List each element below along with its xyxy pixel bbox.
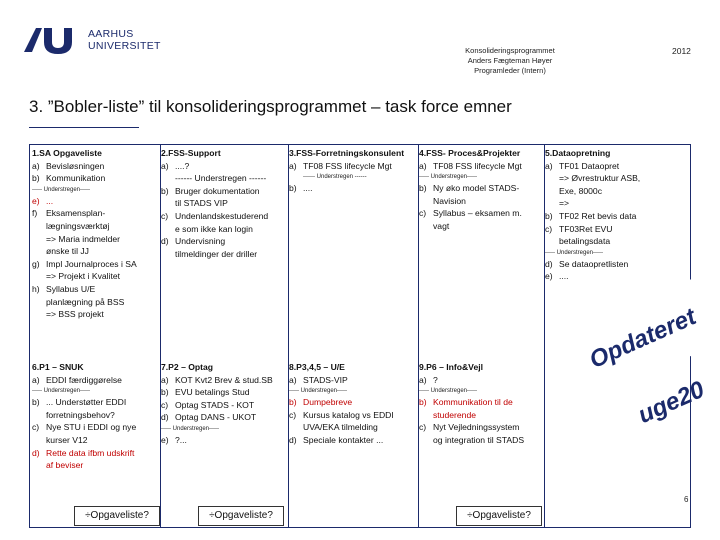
task-item [419,374,543,387]
task-item [419,396,543,409]
item-text: ? [433,374,438,385]
task-column [289,361,417,447]
opgaveliste-button-1[interactable]: ÷Opgaveliste? [74,506,160,526]
updated-stamp: Opdateret uge20 [560,277,720,402]
item-key [32,233,46,246]
item-key: e) [161,434,169,445]
item-text: ....? [175,160,190,171]
item-key: b) [32,397,40,408]
task-item [32,459,158,472]
item-text: forretningsbehov? [46,409,115,420]
item-key [32,434,46,447]
task-item [32,195,158,208]
item-text: Optag STADS - KOT [175,399,255,410]
item-text: TF08 FSS lifecycle Mgt [433,160,522,171]
item-text: => [559,198,570,209]
column-heading: 8.P3,4,5 – U/E [289,362,345,372]
task-item [32,434,158,447]
title-underline [29,127,139,128]
item-text: Kommunikation til de [433,397,513,408]
aarhus-university-logo [22,24,78,54]
task-item [419,434,543,447]
item-text: Rette data ifbm udskrift [46,447,135,458]
item-text: TF02 Ret bevis data [559,210,637,221]
item-key [161,223,175,236]
item-text: Undervisning [175,236,226,247]
item-key [32,459,46,472]
item-key: a) [289,160,297,171]
task-item [545,197,663,210]
item-text: ... Understøtter EDDI [46,397,127,408]
task-item [32,172,158,185]
item-key: b) [161,185,169,196]
task-item [161,210,287,223]
task-item [419,409,543,422]
item-text: Impl Journalproces i SA [46,258,137,269]
item-key: b) [419,183,427,194]
item-key: c) [419,422,427,433]
task-item [161,399,287,412]
item-text: Optag DANS - UKOT [175,412,257,423]
item-key: c) [161,399,169,410]
item-text: ?... [175,434,187,445]
separator-note: ----- Understregen----- [289,388,348,395]
item-key [419,195,433,208]
task-item [419,160,543,173]
item-key [289,172,303,182]
item-key [161,172,175,185]
item-key: b) [419,397,427,408]
task-item [32,283,158,296]
opgaveliste-button-2[interactable]: ÷Opgaveliste? [198,506,284,526]
item-key: a) [32,374,40,385]
page-number: 6 [684,495,689,504]
column-heading: 1.SA Opgaveliste [32,148,102,158]
column-heading: 4.FSS- Proces&Projekter [419,148,521,158]
task-item [545,258,663,271]
item-key: h) [32,283,40,294]
item-text: Undenlandskestuderend [175,210,269,221]
task-item [545,235,663,248]
item-text: EDDI færdiggørelse [46,374,122,385]
task-item [161,160,287,173]
item-text: planlægning på BSS [46,296,125,307]
task-item [419,421,543,434]
task-column [161,147,287,260]
item-text: Exe, 8000c [559,185,602,196]
item-key: d) [161,412,169,423]
task-column [289,147,417,195]
item-key: f) [32,208,38,219]
item-key: e) [545,271,553,282]
task-item [419,182,543,195]
item-text: Se dataopretlisten [559,258,629,269]
item-key: a) [419,374,427,385]
item-text: e som ikke kan login [175,223,253,234]
task-item [32,245,158,258]
separator-note: ----- Understregen----- [419,388,478,395]
item-text: Dumpebreve [303,397,353,408]
item-text: Ny øko model STADS- [433,183,520,194]
task-item [161,172,287,185]
task-item [289,374,417,387]
task-item [32,421,158,434]
item-text: til STADS VIP [175,198,228,209]
item-key: b) [161,387,169,398]
item-key: a) [419,160,427,171]
task-item [545,223,663,236]
item-key: d) [289,434,297,445]
column-heading: 3.FSS-Forretningskonsulent [289,148,405,158]
item-text: Speciale kontakter ... [303,434,384,445]
task-item [32,220,158,233]
task-item [289,421,417,434]
task-item [289,182,417,195]
separator-note: ----- Understregen----- [32,186,91,193]
item-text: betalingsdata [559,236,611,247]
item-key: c) [545,223,553,234]
item-key: a) [545,160,553,171]
column-heading: 9.P6 – Info&Vejl [419,362,483,372]
item-key: g) [32,258,40,269]
item-key [545,235,559,248]
task-item [545,172,663,185]
column-divider [288,145,289,527]
task-item [419,207,543,220]
task-item [32,233,158,246]
item-key: c) [419,208,427,219]
task-column [161,361,287,447]
item-text: Eksamensplan- [46,208,106,219]
item-text: og integration til STADS [433,434,525,445]
item-text: Nyt Vejledningssystem [433,422,520,433]
header-year: 2012 [672,46,691,56]
item-text: ------ Understregen ------ [303,174,367,181]
item-text: Navision [433,195,466,206]
item-text: TF08 FSS lifecycle Mgt [303,160,392,171]
university-line-1: AARHUS [88,28,134,40]
task-item [32,447,158,460]
item-text: TF03Ret EVU [559,223,613,234]
item-text: Kursus katalog vs EDDI [303,409,394,420]
opgaveliste-button-3[interactable]: ÷Opgaveliste? [456,506,542,526]
task-item [289,434,417,447]
item-text: ... [46,195,54,206]
task-item [289,409,417,422]
item-key [419,434,433,447]
task-item [32,409,158,422]
item-text: lægningsværktøj [46,220,110,231]
column-heading: 7.P2 – Optag [161,362,214,372]
item-key: d) [32,447,40,458]
task-item [32,258,158,271]
university-name [88,28,161,52]
item-text: vagt [433,220,450,231]
task-item [161,434,287,447]
item-text: Syllabus – eksamen m. [433,208,522,219]
item-key: a) [32,160,40,171]
task-item [32,374,158,387]
item-key [545,197,559,210]
task-column [419,147,543,233]
item-text: Bruger dokumentation [175,185,260,196]
separator-note: ----- Understregen----- [161,425,220,432]
separator-note: ----- Understregen----- [545,249,604,256]
item-text: => Projekt i Kvalitet [46,271,121,282]
item-text: Syllabus U/E [46,283,96,294]
task-item [545,210,663,223]
task-item [161,374,287,387]
item-text: EVU betalings Stud [175,387,250,398]
university-line-2: UNIVERSITET [88,40,161,52]
item-key: b) [545,210,553,221]
item-key: b) [289,183,297,194]
task-item [161,248,287,261]
column-heading: 2.FSS-Support [161,148,221,158]
item-text: Nye STU i EDDI og nye [46,422,137,433]
task-item [161,197,287,210]
item-key [419,220,433,233]
task-column [32,361,158,472]
program-leader-role: Programleder (Intern) [474,66,546,75]
item-key [545,172,559,185]
task-item [161,185,287,198]
task-item [32,270,158,283]
task-column [32,147,158,321]
item-text: .... [303,183,313,194]
item-key [545,185,559,198]
item-text: Kommunikation [46,173,106,184]
separator-note: ----- Understregen----- [32,388,91,395]
task-item [289,160,417,173]
task-item [289,172,417,182]
item-key: b) [289,397,297,408]
task-column [545,147,663,283]
task-item [419,195,543,208]
task-item [545,160,663,173]
header-program-info [440,46,580,76]
item-key [161,197,175,210]
task-item [161,386,287,399]
item-key [32,220,46,233]
item-key: b) [32,173,40,184]
item-key: d) [161,236,169,247]
item-text: tilmeldinger der driller [175,248,258,259]
task-item [32,207,158,220]
item-text: => BSS projekt [46,309,104,320]
task-item [289,396,417,409]
task-item [32,296,158,309]
item-key: c) [161,210,169,221]
program-name: Konsolideringsprogrammet [465,46,555,55]
item-key [32,296,46,309]
task-item [161,411,287,424]
task-item [161,235,287,248]
slide-title: 3. ”Bobler-liste” til konsolideringsprogrammet – task force emner [29,97,512,116]
item-text: kurser V12 [46,434,88,445]
item-text: af beviser [46,460,84,471]
item-text: TF01 Dataopret [559,160,620,171]
item-text: UVA/EKA tilmelding [303,422,378,433]
column-heading: 6.P1 – SNUK [32,362,84,372]
program-leader-name: Anders Fægteman Høyer [467,56,553,65]
task-column [419,361,543,447]
item-key: e) [32,195,40,206]
item-text: ------ Understregen ------ [175,173,267,184]
task-item [161,223,287,236]
item-key [419,409,433,422]
task-item [419,220,543,233]
item-key [32,245,46,258]
item-text: KOT Kvt2 Brev & stud.SB [175,374,273,385]
item-key: d) [545,258,553,269]
item-key [32,308,46,321]
item-text: ønske til JJ [46,246,89,257]
item-text: => Maria indmelder [46,233,121,244]
column-heading: 5.Dataopretning [545,148,611,158]
item-key [32,409,46,422]
item-key: c) [32,422,40,433]
item-key [161,248,175,261]
item-text: => Øvrestruktur ASB, [559,173,641,184]
task-item [545,185,663,198]
task-item [32,396,158,409]
item-text: STADS-VIP [303,374,348,385]
task-item [545,270,663,283]
task-item [32,308,158,321]
item-text: .... [559,271,569,282]
item-text: Bevisløsningen [46,160,105,171]
item-key [289,421,303,434]
item-key: a) [161,374,169,385]
item-key [32,270,46,283]
item-text: studerende [433,409,477,420]
item-key: c) [289,409,297,420]
item-key: a) [289,374,297,385]
task-item [32,160,158,173]
item-key: a) [161,160,169,171]
separator-note: ----- Understregen----- [419,174,478,181]
